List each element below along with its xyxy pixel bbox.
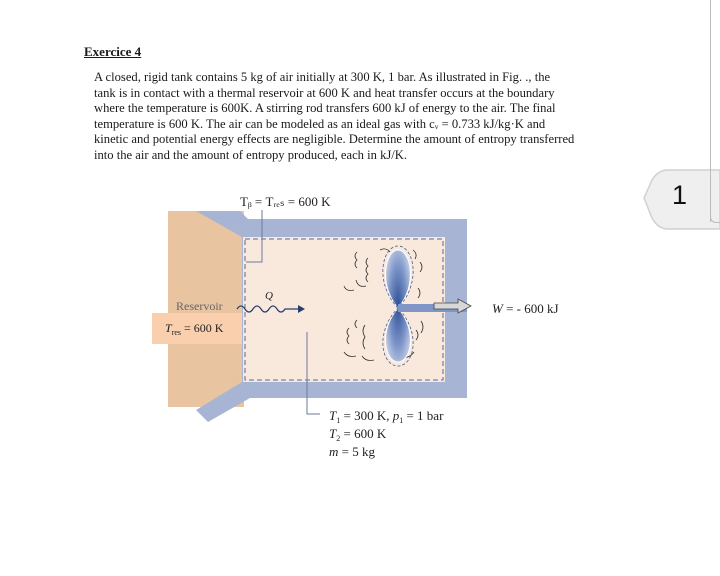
- b: = 1 bar: [403, 408, 444, 423]
- rest: = - 600 kJ: [502, 301, 559, 316]
- reservoir-label: Reservoir: [176, 299, 223, 313]
- heat-label: Q: [265, 290, 273, 302]
- t: T: [329, 408, 337, 423]
- sub: 1: [336, 416, 341, 425]
- boundary-temp-label: Tᵦ = Tᵣₑₛ = 600 K: [240, 194, 331, 209]
- p: p: [392, 408, 400, 423]
- statement-line: into the air and the amount of entropy produced, each in kJ/K.: [94, 147, 408, 162]
- statement-line: tank is in contact with a thermal reservoir at 600 K and heat transfer occurs at the boundary: [94, 85, 555, 100]
- a: = 300 K,: [340, 408, 393, 423]
- page-number[interactable]: 1: [672, 180, 688, 210]
- a: = 5 kg: [338, 444, 375, 459]
- statement-line: where the temperature is 600K. A stirring rod transfers 600 kJ of energy to the air. The final: [94, 101, 556, 116]
- m: m: [329, 444, 339, 459]
- panel-corner: [710, 200, 720, 223]
- sub: 2: [336, 434, 341, 443]
- state-2: [329, 426, 387, 443]
- statement-line: temperature is 600 K. The air can be modeled as an ideal gas with cᵥ = 0.733 kJ/kg·K and: [94, 116, 546, 131]
- statement-line: A closed, rigid tank contains 5 kg of air initially at 300 K, 1 bar. As illustrated in Fig. ., the: [94, 70, 551, 84]
- statement-line: kinetic and potential energy effects are negligible. Determine the amount of entropy transferred: [94, 132, 575, 147]
- mass: [329, 444, 375, 459]
- t: T: [165, 321, 172, 335]
- t: T: [329, 426, 337, 441]
- exercise-title: Exercice 4: [84, 44, 142, 59]
- work-label: [492, 301, 559, 316]
- rest: = 600 K: [181, 321, 224, 335]
- a: = 600 K: [340, 426, 387, 441]
- state-1: [329, 408, 444, 425]
- w: W: [492, 301, 503, 316]
- sub: 1: [399, 416, 404, 425]
- panel-edge: [710, 0, 711, 222]
- sub: res: [171, 328, 182, 337]
